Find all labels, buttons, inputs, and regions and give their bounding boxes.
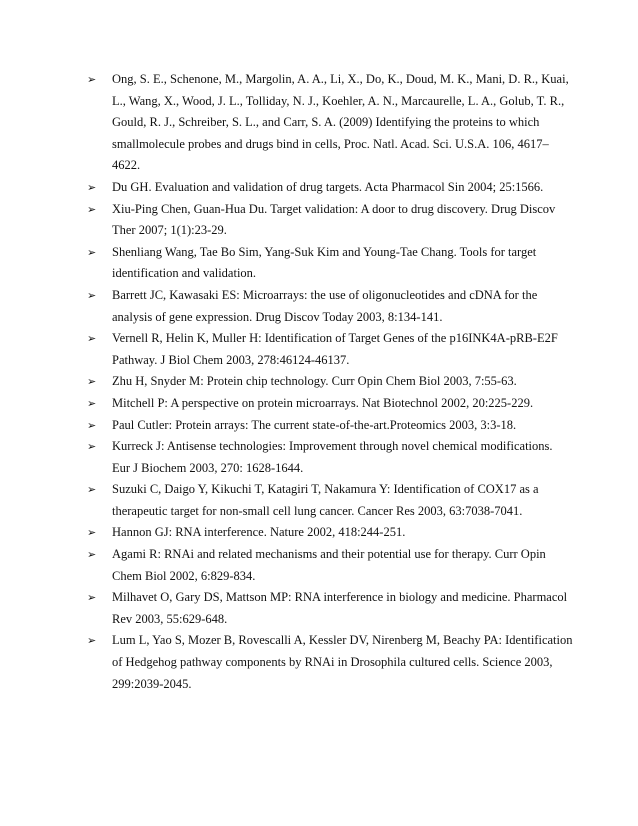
arrow-bullet-icon: ➢: [87, 418, 97, 432]
reference-text: Ong, S. E., Schenone, M., Margolin, A. A., Li, X., Do, K., Doud, M. K., Mani, D. R., Kuai, L., Wang, X., Wood, J. L., Tolliday, N. J., Koehler, A. N., Marcaurelle, L. A., Golub, T. R., Gould, R. J., Schreiber, S. L., and Carr, S. A. (2009) Identifying the proteins to which smallmolecule probes and drugs bind in cells, Proc. Natl. Acad. Sci. U.S.A. 106, 4617–4622.: [112, 72, 569, 173]
arrow-bullet-icon: ➢: [87, 440, 97, 454]
reference-text: Barrett JC, Kawasaki ES: Microarrays: the use of oligonucleotides and cDNA for the analysis of gene expression. Drug Discov Today 2003, 8:134-141.: [112, 287, 538, 324]
reference-item-15: [87, 630, 573, 695]
reference-item-7: [87, 371, 573, 393]
reference-text: Shenliang Wang, Tae Bo Sim, Yang-Suk Kim and Young-Tae Chang. Tools for target identification and validation.: [112, 244, 537, 281]
reference-item-6: [87, 328, 573, 371]
arrow-bullet-icon: ➢: [87, 202, 97, 216]
reference-text: Vernell R, Helin K, Muller H: Identification of Target Genes of the p16INK4A-pRB-E2F Pathway. J Biol Chem 2003, 278:46124-46137.: [112, 331, 558, 367]
reference-item-5: [87, 285, 573, 328]
reference-item-2: [87, 177, 573, 199]
arrow-bullet-icon: ➢: [87, 332, 97, 346]
reference-text: Agami R: RNAi and related mechanisms and their potential use for therapy. Curr Opin Chem Biol 2002, 6:829-834.: [112, 547, 546, 583]
reference-item-3: [87, 199, 573, 242]
reference-item-9: [87, 415, 573, 437]
reference-item-8: [87, 393, 573, 415]
reference-item-1: [87, 69, 573, 177]
reference-item-10: [87, 436, 573, 479]
arrow-bullet-icon: ➢: [87, 548, 97, 562]
arrow-bullet-icon: ➢: [87, 396, 97, 410]
arrow-bullet-icon: ➢: [87, 526, 97, 540]
reference-text: Mitchell P: A perspective on protein microarrays. Nat Biotechnol 2002, 20:225-229.: [112, 395, 534, 410]
reference-text: Zhu H, Snyder M: Protein chip technology. Curr Opin Chem Biol 2003, 7:55-63.: [112, 374, 517, 389]
reference-text: Xiu-Ping Chen, Guan-Hua Du. Target validation: A door to drug discovery. Drug Discov Ther 2007; 1(1):23-29.: [112, 201, 556, 238]
reference-item-14: [87, 587, 573, 630]
arrow-bullet-icon: ➢: [87, 73, 97, 86]
arrow-bullet-icon: ➢: [87, 180, 97, 194]
reference-text: Paul Cutler: Protein arrays: The current state-of-the-art.Proteomics 2003, 3:3-18.: [112, 417, 517, 432]
reference-text: Lum L, Yao S, Mozer B, Rovescalli A, Kessler DV, Nirenberg M, Beachy PA: Identification of Hedgehog pathway components by RNAi in Drosophila cultured cells. Science 2003, 299:2039-2045.: [112, 633, 573, 691]
reference-text: Du GH. Evaluation and validation of drug targets. Acta Pharmacol Sin 2004; 25:1566.: [112, 179, 544, 194]
reference-list: [87, 69, 573, 695]
arrow-bullet-icon: ➢: [87, 591, 97, 605]
arrow-bullet-icon: ➢: [87, 245, 97, 259]
reference-text: Milhavet O, Gary DS, Mattson MP: RNA interference in biology and medicine. Pharmacol Rev 2003, 55:629-648.: [112, 590, 568, 626]
reference-item-12: [87, 522, 573, 544]
reference-item-4: [87, 242, 573, 285]
arrow-bullet-icon: ➢: [87, 483, 97, 497]
arrow-bullet-icon: ➢: [87, 288, 97, 302]
reference-text: Suzuki C, Daigo Y, Kikuchi T, Katagiri T, Nakamura Y: Identification of COX17 as a therapeutic target for non-small cell lung cancer. Cancer Res 2003, 63:7038-7041.: [112, 482, 539, 518]
reference-item-11: [87, 479, 573, 522]
reference-text: Kurreck J: Antisense technologies: Improvement through novel chemical modifications. Eur J Biochem 2003, 270: 1628-1644.: [112, 439, 553, 475]
arrow-bullet-icon: ➢: [87, 634, 97, 648]
arrow-bullet-icon: ➢: [87, 375, 97, 389]
reference-text: Hannon GJ: RNA interference. Nature 2002, 418:244-251.: [112, 525, 406, 540]
reference-item-13: [87, 544, 573, 587]
